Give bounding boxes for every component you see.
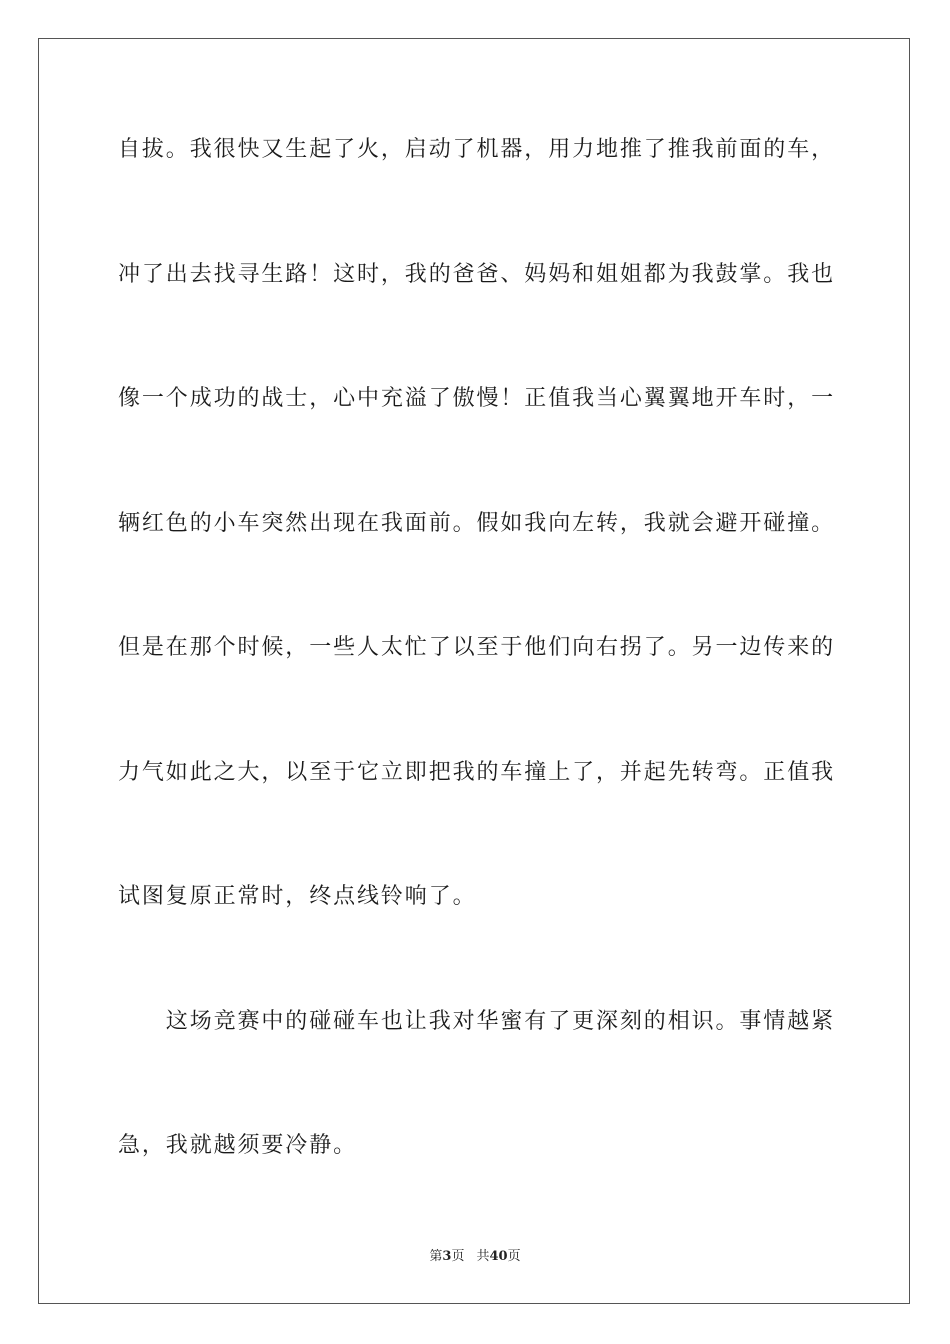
- text-line: 但是在那个时候，一些人太忙了以至于他们向右拐了。另一边传来的: [118, 635, 836, 660]
- text-line: 像一个成功的战士，心中充溢了傲慢！正值我当心翼翼地开车时，一: [118, 386, 836, 411]
- page-border: [38, 38, 910, 1304]
- text-line: 这场竞赛中的碰碰车也让我对华蜜有了更深刻的相识。事情越紧: [118, 1009, 836, 1034]
- text-line: 冲了出去找寻生路！这时，我的爸爸、妈妈和姐姐都为我鼓掌。我也: [118, 262, 836, 287]
- text-line: 辆红色的小车突然出现在我面前。假如我向左转，我就会避开碰撞。: [118, 511, 836, 536]
- page-number: 3: [442, 1249, 452, 1264]
- text-line: 自拔。我很快又生起了火，启动了机器，用力地推了推我前面的车，: [118, 137, 836, 162]
- text-line: 急，我就越须要冷静。: [118, 1133, 358, 1158]
- page-prefix: 第: [429, 1249, 443, 1264]
- total-pages: 40: [489, 1249, 508, 1264]
- total-suffix: 页: [507, 1249, 521, 1264]
- page-footer: [0, 1248, 950, 1266]
- page-suffix: 页: [451, 1249, 465, 1264]
- total-prefix: 共: [476, 1249, 490, 1264]
- text-line: 试图复原正常时，终点线铃响了。: [118, 884, 477, 909]
- text-line: 力气如此之大，以至于它立即把我的车撞上了，并起先转弯。正值我: [118, 760, 836, 785]
